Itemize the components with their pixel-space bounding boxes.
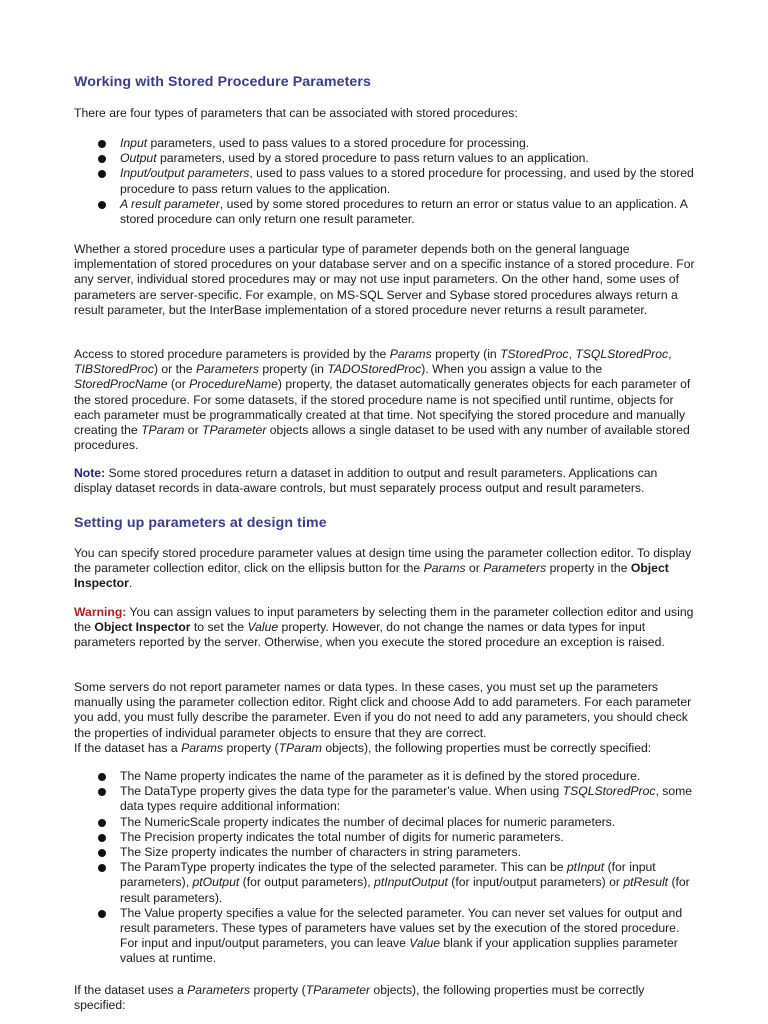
list-item: The Name property indicates the name of the parameter as it is defined by the stored procedure.	[74, 769, 696, 784]
warning-label: Warning:	[74, 605, 127, 619]
list-item	[74, 197, 696, 227]
section-heading-design-time: Setting up parameters at design time	[74, 515, 327, 531]
paragraph-manual-setup: Some servers do not report parameter names or data types. In these cases, you must set up the parameters manually using the parameter collection editor. Right click and choose Add to add parameters. For each parameter you add, you must fully describe the parameter. Even if you do not need to add any parameters, you should check the properties of individual parameter objects to ensure that they are correct.	[74, 680, 692, 740]
list-item: The Size property indicates the number of characters in string parameters.	[74, 845, 696, 860]
emphasis: Input/output parameters	[120, 166, 250, 181]
note-paragraph	[74, 466, 696, 496]
bullet-icon	[98, 170, 106, 178]
list-item: The Precision property indicates the total number of digits for numeric parameters.	[74, 830, 696, 845]
list-item	[74, 166, 696, 196]
bullet-icon	[98, 834, 106, 842]
list-item-text: parameters, used to pass values to a stored procedure for processing.	[147, 136, 530, 150]
list-item: The ParamType property indicates the type of the selected parameter. This can be ptInput (for input parameters), ptOutput (for output parameters), ptInputOutput (for input/output parameters) or ptResult (for result parameters).	[74, 860, 696, 906]
emphasis: A result parameter	[120, 196, 220, 211]
list-item: The Value property specifies a value for the selected parameter. You can never set values for output and result parameters. These types of parameters have values set by the execution of the stored procedure. For input and input/output parameters, you can leave Value blank if your application supplies parameter values at runtime.	[74, 906, 696, 967]
bullet-icon	[98, 788, 106, 796]
bullet-icon	[98, 819, 106, 827]
bullet-icon	[98, 849, 106, 857]
bullet-icon	[98, 201, 106, 209]
list-item: The NumericScale property indicates the number of decimal places for numeric parameters.	[74, 815, 696, 830]
emphasis: Input	[120, 136, 148, 150]
paragraph-parameters-property: If the dataset uses a Parameters property (TParameter objects), the following properties must be correctly specified:	[74, 983, 645, 1013]
list-item-text: , used to pass values to a stored procedure for processing, and used by the stored procedure to pass return values to the application.	[120, 166, 694, 196]
note-label: Note:	[74, 466, 106, 480]
bullet-icon	[98, 864, 106, 872]
list-item	[74, 151, 696, 166]
paragraph-collection-editor: You can specify stored procedure parameter values at design time using the parameter collection editor. To display the parameter collection editor, click on the ellipsis button for the Params or Parameters property in the Object Inspector.	[74, 546, 692, 591]
list-item: The DataType property gives the data type for the parameter's value. When using TSQLStoredProc, some data types require additional information:	[74, 784, 696, 814]
list-item	[74, 136, 696, 151]
bullet-icon	[98, 155, 106, 163]
bullet-icon	[98, 140, 106, 148]
list-item-text: parameters, used by a stored procedure to pass return values to an application.	[156, 151, 589, 166]
parameter-properties-list	[74, 769, 696, 967]
section-heading-stored-procedure-parameters: Working with Stored Procedure Parameters	[74, 74, 372, 90]
list-item-text: , used by some stored procedures to return an error or status value to an application. A stored procedure can only return one result parameter.	[120, 196, 688, 227]
warning-paragraph: Warning: You can assign values to input parameters by selecting them in the parameter collection editor and using the Object Inspector to set the Value property. However, do not change the names or data types for input parameters reported by the server. Otherwise, when you execute the stored procedure an exception is raised.	[74, 605, 694, 650]
emphasis: Output	[120, 151, 157, 166]
paragraph-parameter-access: Access to stored procedure parameters is provided by the Params property (in TStoredProc, TSQLStoredProc, TIBStoredProc) or the Parameters property (in TADOStoredProc). When you assign a value to the StoredProcName (or ProcedureName) property, the dataset automatically generates objects for each parameter of the stored procedure. For some datasets, if the stored procedure name is not specified until runtime, objects for each parameter must be programmatically created at that time. Not specifying the stored procedure and manually creating the TParam or TParameter objects allows a single dataset to be used with any number of available stored procedures.	[74, 347, 691, 453]
intro-paragraph: There are four types of parameters that can be associated with stored procedures:	[74, 106, 518, 120]
bullet-icon	[98, 910, 106, 918]
paragraph-parameter-usage: Whether a stored procedure uses a particular type of parameter depends both on the general language implementation of stored procedures on your database server and on a specific instance of a stored procedure. For any server, individual stored procedures may or may not use input parameters. On the other hand, some uses of parameters are server-specific. For example, on MS-SQL Server and Sybase stored procedures always return a result parameter, but the InterBase implementation of a stored procedure never returns a result parameter.	[74, 242, 695, 317]
note-text: Some stored procedures return a dataset in addition to output and result parameters. Applications can display dataset records in data-aware controls, but must separately process output and result parameters.	[74, 466, 658, 496]
parameter-types-list	[74, 136, 696, 227]
paragraph-params-property: If the dataset has a Params property (TParam objects), the following properties must be correctly specified:	[74, 741, 652, 755]
bullet-icon	[98, 773, 106, 781]
